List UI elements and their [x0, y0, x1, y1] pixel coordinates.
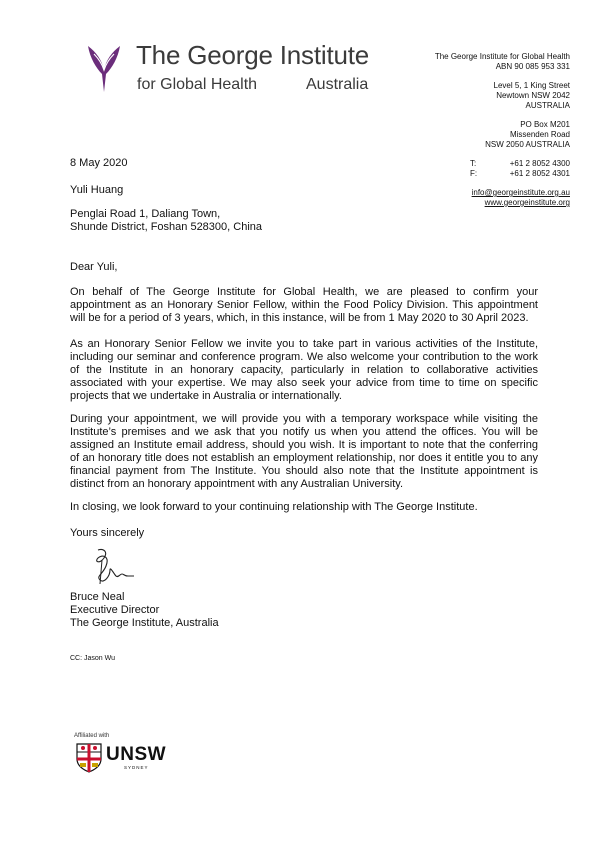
- salutation: Dear Yuli,: [70, 261, 118, 273]
- phone-number: +61 2 8052 4300: [509, 159, 570, 168]
- letter-date: 8 May 2020: [70, 157, 128, 169]
- org-country: Australia: [306, 76, 369, 93]
- george-institute-logo-icon: [86, 44, 122, 94]
- unsw-wordmark: UNSW: [106, 744, 167, 765]
- signature-icon: [88, 546, 136, 586]
- signer-title: Executive Director: [70, 604, 160, 617]
- signer-name: Bruce Neal: [70, 591, 125, 603]
- po-line2: Missenden Road: [509, 130, 570, 139]
- unsw-sydney-label: SYDNEY: [124, 765, 149, 770]
- org-name-line1: The George Institute: [136, 40, 370, 70]
- signer-org: The George Institute, Australia: [70, 617, 219, 630]
- fax-number: +61 2 8052 4301: [509, 169, 570, 178]
- cc-line: CC: Jason Wu: [70, 655, 115, 662]
- unsw-crest-icon: [76, 743, 102, 773]
- org-name-line2: for Global Health: [137, 76, 258, 93]
- paragraph-1: On behalf of The George Institute for Global Health, we are pleased to confirm your appointment as an Honorary Senior Fellow, within the Food Policy Division. This appointment will be for a period of 3 years, which, in this instance, will be from 1 May 2020 to 30 April 2023.: [70, 286, 538, 325]
- address-line1: Penglai Road 1, Daliang Town,: [70, 208, 221, 220]
- po-line3: NSW 2050 AUSTRALIA: [485, 140, 570, 149]
- recipient-name: Yuli Huang: [70, 184, 124, 196]
- fax-label: F:: [470, 169, 478, 178]
- street-line1: Level 5, 1 King Street: [493, 81, 570, 90]
- contact-org-name: The George Institute for Global Health: [434, 52, 570, 61]
- paragraph-2: As an Honorary Senior Fellow we invite you to take part in various activities of the Institute, including our seminar and conference program. We also welcome your contribution to the work of the Institute in an honorary capacity, particularly in relation to collaborative activities associated with your expertise. We may also seek your advice from time to time on specific projects that we undertake in Australia or internationally.: [70, 338, 538, 403]
- signer-block: [70, 591, 219, 630]
- recipient-address: [70, 208, 262, 234]
- website-link[interactable]: www.georgeinstitute.org: [484, 198, 570, 207]
- po-line1: PO Box M201: [520, 120, 570, 129]
- affiliated-label: Affiliated with: [74, 733, 110, 739]
- paragraph-4: In closing, we look forward to your continuing relationship with The George Institute.: [70, 501, 478, 513]
- street-line2: Newtown NSW 2042: [496, 91, 570, 100]
- contact-block: [330, 52, 570, 208]
- address-line2: Shunde District, Foshan 528300, China: [70, 221, 263, 234]
- email-link[interactable]: info@georgeinstitute.org.au: [471, 188, 570, 197]
- fax-row: [330, 169, 570, 179]
- closing-line: Yours sincerely: [70, 527, 145, 539]
- phone-row: [330, 159, 570, 169]
- paragraph-3: During your appointment, we will provide you with a temporary workspace while visiting the Institute’s premises and we ask that you notify us when you attend the offices. You will be assigned an Institute email address, should you wish. It is important to note that the conferring of an honorary title does not establish an employment relationship, nor does it entitle you to any financial payment from The Institute. You should also note that the Institute appointment is distinct from an honorary appointment with any Australian University.: [70, 413, 538, 491]
- street-line3: AUSTRALIA: [525, 101, 570, 110]
- contact-abn: ABN 90 085 953 331: [495, 62, 570, 71]
- phone-label: T:: [470, 159, 477, 168]
